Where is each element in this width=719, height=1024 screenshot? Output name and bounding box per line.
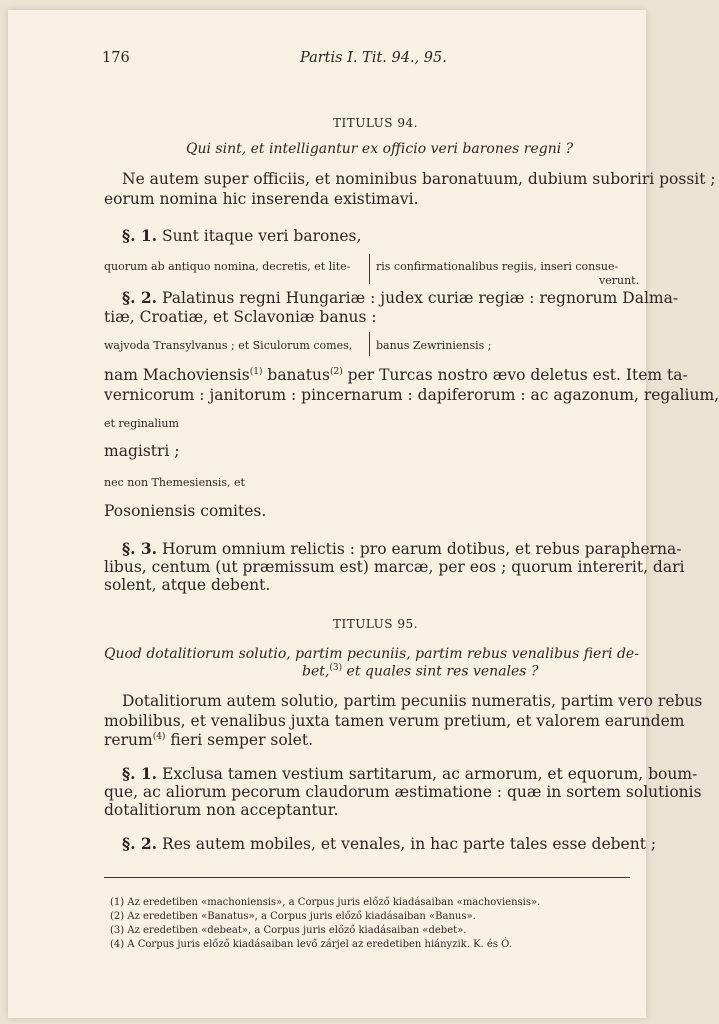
section-1: [122, 226, 361, 245]
footnote-4: (4) A Corpus juris előző kiadásaiban levő zárjel az eredetiben hiányzik. K. és Ó.: [110, 939, 512, 950]
t95-section-2: [122, 834, 656, 853]
banatus-text: banatus: [267, 366, 330, 384]
titulus-95-heading: TITULUS 95.: [333, 617, 418, 631]
t95-section-1-line-2: que, ac aliorum pecorum claudorum æstimatione : quæ in sortem solutionis: [104, 783, 702, 801]
footnote-2: (2) Az eredetiben «Banatus», a Corpus juris előző kiadásaiban «Banus».: [110, 911, 476, 922]
s2-left-column: wajvoda Transylvanus ; et Siculorum comes,: [104, 339, 353, 352]
footnote-ref-1: (1): [249, 366, 263, 377]
turcas-text: per Turcas nostro ævo deletus est. Item ta-: [347, 366, 688, 384]
paragraph-1-line-2: mobilibus, et venalibus juxta tamen verum pretium, et valorem earundem: [104, 712, 685, 730]
t95-section-1: [122, 764, 697, 783]
footnote-rule: [104, 877, 630, 878]
column-divider: [369, 254, 370, 284]
posoniensis-text: Posoniensis comites.: [104, 502, 267, 520]
paragraph-1-line-1: Dotalitiorum autem solutio, partim pecuniis numeratis, partim vero rebus: [122, 692, 703, 710]
rerum-text: rerum: [104, 731, 153, 749]
t95-section-2-label: §. 2.: [122, 834, 158, 853]
s1-right-column-1: ris confirmationalibus regiis, inseri consue-: [376, 260, 619, 273]
section-3-line-3: solent, atque debent.: [104, 576, 271, 594]
footnote-ref-3: (3): [329, 663, 343, 673]
section-2: [122, 288, 678, 307]
section-3: [122, 539, 682, 558]
t95-section-1-line-3: dotalitiorum non acceptantur.: [104, 801, 339, 819]
themesiensis-note: nec non Themesiensis, et: [104, 476, 245, 489]
section-3-line-1: Horum omnium relictis : pro earum dotibus, et rebus paraphernа-: [162, 540, 682, 558]
intro-line-2: eorum nomina hic inserenda existimavi.: [104, 190, 419, 208]
fieri-text: fieri semper solet.: [170, 731, 314, 749]
titulus-95-subtitle-2: [302, 663, 538, 680]
column-divider-2: [369, 332, 370, 356]
section-2-label: §. 2.: [122, 288, 158, 307]
section-1-label: §. 1.: [122, 226, 158, 245]
t95-section-1-label: §. 1.: [122, 764, 158, 783]
reginalium-note: et reginalium: [104, 417, 179, 430]
s1-left-column: quorum ab antiquo nomina, decretis, et lite-: [104, 260, 351, 273]
footnote-ref-4: (4): [152, 731, 166, 742]
s1-right-column-2: verunt.: [599, 274, 640, 287]
section-2-line-1: Palatinus regni Hungariæ : judex curiæ regiæ : regnorum Dalma-: [162, 289, 679, 307]
section-2-line-2: tiæ, Croatiæ, et Sclavoniæ banus :: [104, 308, 377, 326]
titulus-94-heading: TITULUS 94.: [333, 116, 418, 130]
footnote-1: (1) Az eredetiben «machoniensis», a Corpus juris előző kiadásaiban «machoviensis».: [110, 897, 541, 908]
titulus-94-subtitle: Qui sint, et intelligantur ex officio veri barones regni ?: [186, 141, 574, 157]
titulus-95-subtitle-1: Quod dotalitiorum solutio, partim pecuniis, partim rebus venalibus fieri de-: [104, 646, 639, 662]
page-number: 176: [102, 50, 130, 66]
section-2-line-3: [104, 366, 688, 384]
footnote-3: (3) Az eredetiben «debeat», a Corpus juris előző kiadásaiban «debet».: [110, 925, 467, 936]
t95-section-2-line-1: Res autem mobiles, et venales, in hac parte tales esse debent ;: [162, 835, 657, 853]
section-3-label: §. 3.: [122, 539, 158, 558]
t95-section-1-line-1: Exclusa tamen vestium sartitarum, ac armorum, et equorum, boum-: [162, 765, 698, 783]
subtitle-bet: bet,: [302, 663, 330, 680]
footnote-ref-2: (2): [329, 366, 343, 377]
magistri-text: magistri ;: [104, 442, 180, 460]
section-2-line-4: vernicorum : janitorum : pincernarum : dapiferorum : ac agazonum, regalium,: [104, 386, 719, 404]
intro-line-1: Ne autem super officiis, et nominibus baronatuum, dubium suboriri possit ;: [122, 170, 716, 188]
machoviensis-text: nam Machoviensis: [104, 366, 250, 384]
section-1-text: Sunt itaque veri barones,: [162, 227, 362, 245]
paragraph-1-line-3: [104, 731, 313, 749]
s2-right-column: banus Zewriniensis ;: [376, 339, 492, 352]
section-3-line-2: libus, centum (ut præmissum est) marcæ, per eos ; quorum intererit, dari: [104, 558, 685, 576]
subtitle-quales: et quales sint res venales ?: [346, 663, 539, 680]
running-title: Partis I. Tit. 94., 95.: [300, 50, 447, 66]
